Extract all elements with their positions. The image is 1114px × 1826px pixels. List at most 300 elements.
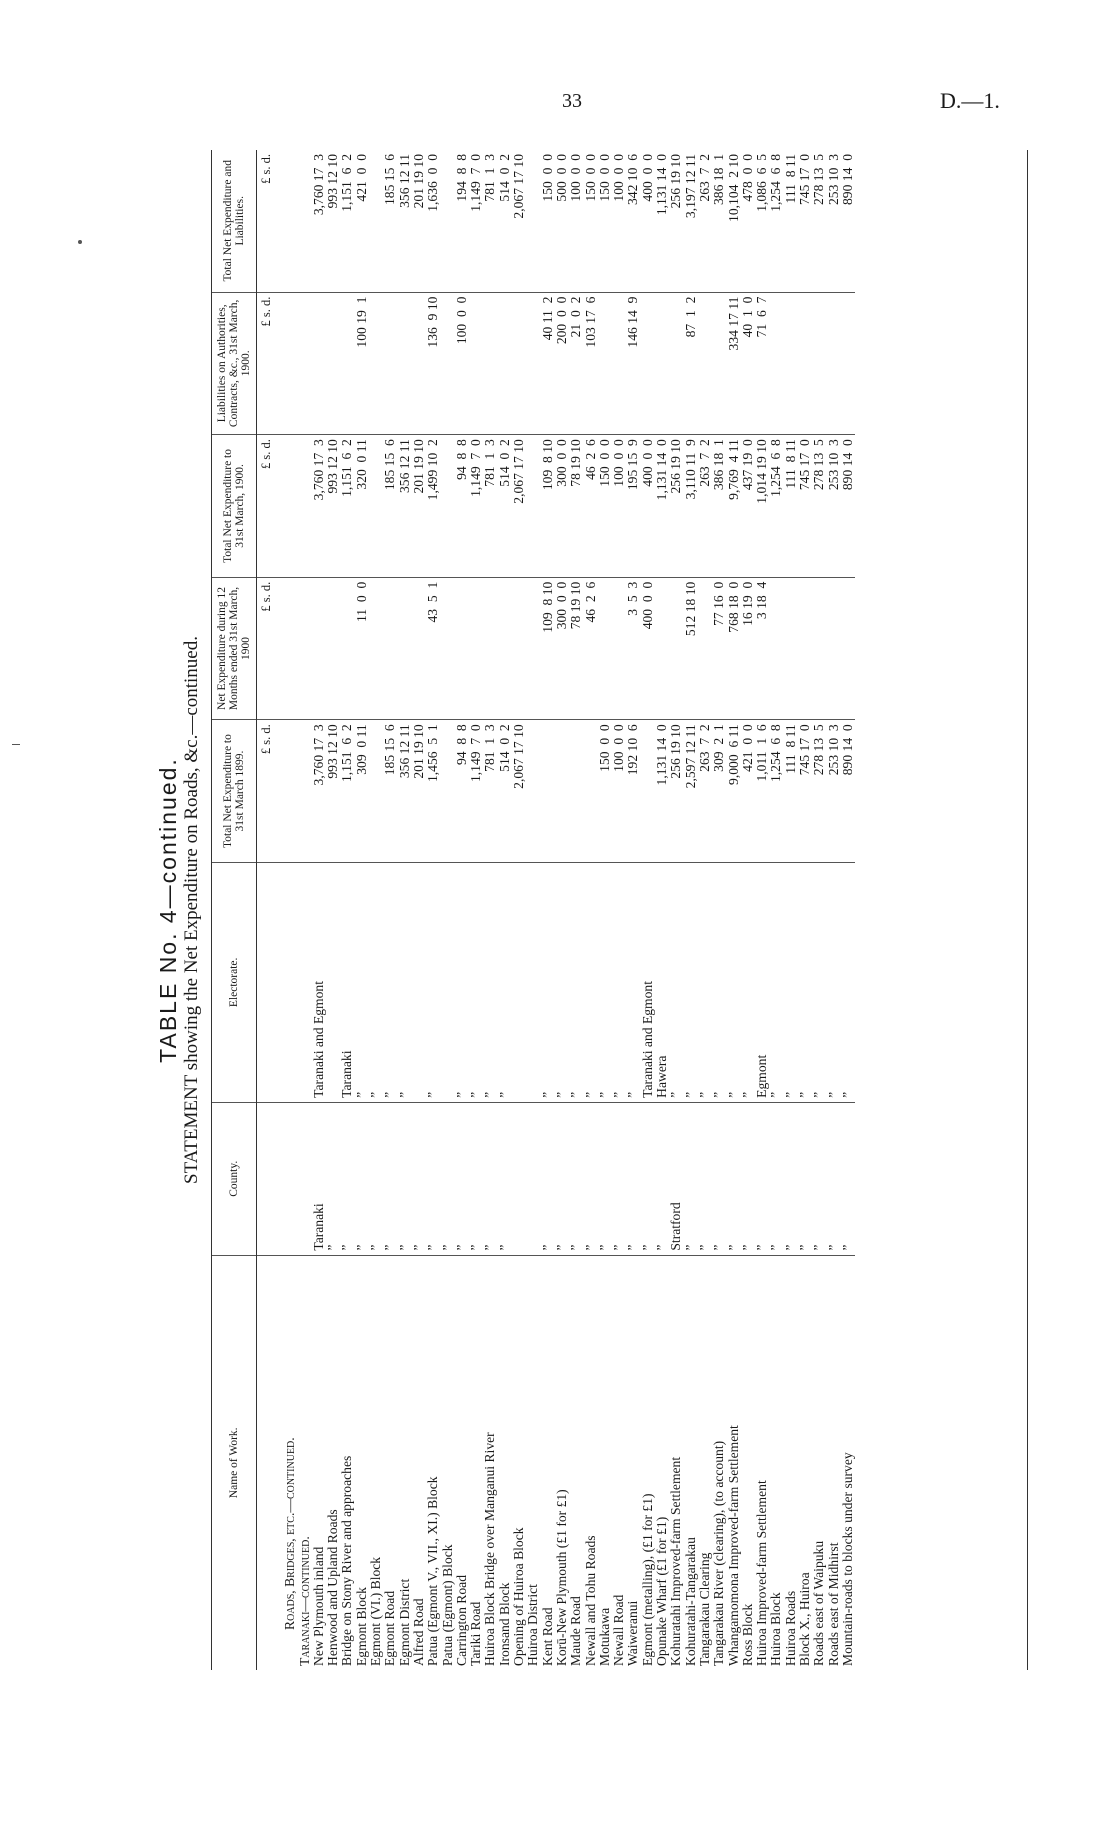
electorate-cell: ” (612, 862, 626, 1102)
electorate-cell (526, 862, 540, 1102)
expenditure-12-months-cell (312, 577, 326, 720)
expenditure-1900-cell: 46 2 6 (584, 435, 598, 578)
electorate-cell: ” (841, 862, 855, 1102)
county-cell (512, 1102, 526, 1255)
expenditure-1899-cell: 993 12 10 (326, 720, 340, 863)
table-row (641, 150, 655, 1670)
expenditure-12-months-cell (369, 577, 383, 720)
expenditure-1899-cell: 111 8 11 (784, 720, 798, 863)
county-cell: ” (355, 1102, 369, 1255)
liabilities-cell: 136 9 10 (426, 292, 440, 435)
county-cell: ” (598, 1102, 612, 1255)
expenditure-1900-cell: 9,769 4 11 (727, 435, 741, 578)
units-label: £ s. d. (257, 150, 278, 292)
expenditure-1899-cell: 201 19 10 (412, 720, 426, 863)
rotated-table-region (155, 150, 1035, 1670)
electorate-cell: ” (483, 862, 497, 1102)
liabilities-cell: 71 6 7 (755, 292, 769, 435)
county-cell: ” (383, 1102, 397, 1255)
electorate-cell: ” (398, 862, 412, 1102)
expenditure-1899-cell: 94 8 8 (455, 720, 469, 863)
expenditure-1899-cell (641, 720, 655, 863)
work-name-cell: Ironsand Block (496, 1582, 512, 1666)
expenditure-1899-cell: 100 0 0 (612, 720, 626, 863)
total-cell (526, 150, 540, 292)
expenditure-1899-cell: 9,000 6 11 (727, 720, 741, 863)
total-cell: 745 17 0 (798, 150, 812, 292)
expenditure-1899-cell: 263 7 2 (698, 720, 712, 863)
total-cell: 3,197 12 11 (684, 150, 698, 292)
county-cell: ” (798, 1102, 812, 1255)
liabilities-cell (483, 292, 497, 435)
liabilities-cell: 146 14 9 (626, 292, 640, 435)
expenditure-12-months-cell: 78 19 10 (569, 577, 583, 720)
liabilities-cell (441, 292, 455, 435)
expenditure-1899-cell: 1,456 5 1 (426, 720, 440, 863)
units-spacer (257, 1255, 278, 1670)
electorate-cell: ” (769, 862, 783, 1102)
county-cell: ” (784, 1102, 798, 1255)
liabilities-cell (669, 292, 683, 435)
units-label: £ s. d. (257, 577, 278, 720)
table-row (798, 150, 812, 1670)
county-cell: ” (712, 1102, 726, 1255)
expenditure-1900-cell: 437 19 0 (741, 435, 755, 578)
expenditure-12-months-cell: 46 2 6 (584, 577, 598, 720)
expenditure-1900-cell: 890 14 0 (841, 435, 855, 578)
liabilities-cell (798, 292, 812, 435)
total-cell: 1,151 6 2 (340, 150, 354, 292)
table-row (426, 150, 440, 1670)
expenditure-1900-cell: 1,499 10 2 (426, 435, 440, 578)
county-cell: ” (569, 1102, 583, 1255)
table-row (712, 150, 726, 1670)
liabilities-cell (712, 292, 726, 435)
work-name-cell: Newall and Tohu Roads (582, 1535, 598, 1666)
county-cell: ” (483, 1102, 497, 1255)
header-row (212, 150, 257, 1670)
margin-dot (78, 240, 82, 244)
total-cell (441, 150, 455, 292)
electorate-cell: ” (698, 862, 712, 1102)
electorate-cell (441, 862, 455, 1102)
expenditure-12-months-cell (655, 577, 669, 720)
table-row (498, 150, 512, 1670)
subsection-heading-row (298, 150, 312, 1670)
table-row (827, 150, 841, 1670)
work-name-cell: Egmont Block (353, 1587, 369, 1666)
expenditure-1900-cell: 400 0 0 (641, 435, 655, 578)
work-name-cell: Carrington Road (453, 1575, 469, 1666)
total-cell: 150 0 0 (541, 150, 555, 292)
electorate-cell: ” (426, 862, 440, 1102)
county-cell: ” (584, 1102, 598, 1255)
electorate-cell: ” (598, 862, 612, 1102)
expenditure-1900-cell: 185 15 6 (383, 435, 397, 578)
table-row (312, 150, 326, 1670)
expenditure-12-months-cell (340, 577, 354, 720)
liabilities-cell (340, 292, 354, 435)
electorate-cell: Taranaki (340, 862, 354, 1102)
electorate-cell: ” (727, 862, 741, 1102)
county-cell: ” (441, 1102, 455, 1255)
total-cell: 1,086 6 5 (755, 150, 769, 292)
expenditure-12-months-cell: 109 8 10 (541, 577, 555, 720)
table-row (684, 150, 698, 1670)
expenditure-1900-cell: 1,014 19 10 (755, 435, 769, 578)
total-cell: 263 7 2 (698, 150, 712, 292)
table-row (755, 150, 769, 1670)
table-row (741, 150, 755, 1670)
expenditure-12-months-cell (483, 577, 497, 720)
table-row (669, 150, 683, 1670)
expenditure-12-months-cell: 768 18 0 (727, 577, 741, 720)
liabilities-cell (698, 292, 712, 435)
expenditure-12-months-cell (455, 577, 469, 720)
expenditure-1900-cell: 300 0 0 (555, 435, 569, 578)
expenditure-1899-cell (441, 720, 455, 863)
units-label: £ s. d. (257, 292, 278, 435)
expenditure-1900-cell: 256 19 10 (669, 435, 683, 578)
work-name-cell: Egmont District (396, 1578, 412, 1666)
margin-tick (12, 744, 20, 745)
liabilities-cell (369, 292, 383, 435)
expenditure-1899-cell: 781 1 3 (483, 720, 497, 863)
work-name-cell: Opunake Wharf (£1 for £1) (654, 1516, 670, 1666)
col-expenditure-1900: Total Net Expenditure to 31st March, 1900. (212, 435, 257, 578)
liabilities-cell (827, 292, 841, 435)
expenditure-12-months-cell (498, 577, 512, 720)
expenditure-1900-cell: 150 0 0 (598, 435, 612, 578)
expenditure-1900-cell: 320 0 11 (355, 435, 369, 578)
expenditure-1899-cell: 890 14 0 (841, 720, 855, 863)
expenditure-12-months-cell (698, 577, 712, 720)
county-cell: ” (641, 1102, 655, 1255)
electorate-cell: ” (712, 862, 726, 1102)
liabilities-cell: 100 19 1 (355, 292, 369, 435)
county-cell (526, 1102, 540, 1255)
county-cell: ” (755, 1102, 769, 1255)
expenditure-12-months-cell: 3 5 3 (626, 577, 640, 720)
expenditure-12-months-cell (769, 577, 783, 720)
expenditure-1899-cell: 309 0 11 (355, 720, 369, 863)
expenditure-1899-cell: 278 13 5 (812, 720, 826, 863)
liabilities-cell: 334 17 11 (727, 292, 741, 435)
electorate-cell (326, 862, 340, 1102)
total-cell: 342 10 6 (626, 150, 640, 292)
total-cell: 2,067 17 10 (512, 150, 526, 292)
total-cell: 201 19 10 (412, 150, 426, 292)
expenditure-1899-cell (555, 720, 569, 863)
county-cell: Taranaki (312, 1102, 326, 1255)
electorate-cell: ” (798, 862, 812, 1102)
expenditure-1900-cell: 263 7 2 (698, 435, 712, 578)
expenditure-1899-cell: 185 15 6 (383, 720, 397, 863)
total-cell: 100 0 0 (569, 150, 583, 292)
county-cell: ” (455, 1102, 469, 1255)
electorate-cell: Hawera (655, 862, 669, 1102)
county-cell: ” (827, 1102, 841, 1255)
electorate-cell: ” (584, 862, 598, 1102)
county-cell: ” (727, 1102, 741, 1255)
expenditure-1900-cell: 1,149 7 0 (469, 435, 483, 578)
liabilities-cell (326, 292, 340, 435)
table-row (469, 150, 483, 1670)
col-liabilities: Liabilities on Authorities, Contracts, &c., 31st March, 1900. (212, 292, 257, 435)
total-cell: 514 0 2 (498, 150, 512, 292)
expenditure-1899-cell: 745 17 0 (798, 720, 812, 863)
electorate-cell: ” (626, 862, 640, 1102)
county-cell: ” (698, 1102, 712, 1255)
expenditure-1899-cell (541, 720, 555, 863)
total-cell: 3,760 17 3 (312, 150, 326, 292)
work-name-cell: Bridge on Stony River and approaches (339, 1455, 355, 1666)
table-row (655, 150, 669, 1670)
liabilities-cell (784, 292, 798, 435)
liabilities-cell: 40 1 0 (741, 292, 755, 435)
total-cell: 150 0 0 (584, 150, 598, 292)
work-name-cell: Whangamomona Improved-farm Settlement (725, 1425, 741, 1666)
liabilities-cell (812, 292, 826, 435)
work-name-cell: Egmont Road (382, 1590, 398, 1666)
expenditure-1899-cell: 150 0 0 (598, 720, 612, 863)
expenditure-1900-cell: 781 1 3 (483, 435, 497, 578)
expenditure-1900-cell: 111 8 11 (784, 435, 798, 578)
work-name-cell: Kohuratahi Improved-farm Settlement (668, 1456, 684, 1666)
table-row (584, 150, 598, 1670)
work-name-cell: Roads east of Waipuku (811, 1540, 827, 1666)
table-row (612, 150, 626, 1670)
table-subtitle: STATEMENT showing the Net Expenditure on Roads, &c.—continued. (181, 636, 202, 1184)
county-cell: ” (426, 1102, 440, 1255)
total-cell: 781 1 3 (483, 150, 497, 292)
county-cell: ” (812, 1102, 826, 1255)
work-name-cell: Block X., Huiroa (796, 1572, 812, 1666)
liabilities-cell (598, 292, 612, 435)
county-cell: ” (555, 1102, 569, 1255)
work-name-cell: Mountain-roads to blocks under survey (839, 1452, 855, 1666)
work-name-cell: Opening of Huiroa Block (511, 1527, 527, 1666)
electorate-cell: ” (741, 862, 755, 1102)
electorate-cell: ” (555, 862, 569, 1102)
liabilities-cell (612, 292, 626, 435)
county-cell: ” (741, 1102, 755, 1255)
table-row (369, 150, 383, 1670)
total-cell: 421 0 0 (355, 150, 369, 292)
table-row (483, 150, 497, 1670)
county-cell: ” (655, 1102, 669, 1255)
expenditure-1899-cell (569, 720, 583, 863)
work-name-cell: Waiweranui (625, 1600, 641, 1666)
expenditure-1900-cell: 201 19 10 (412, 435, 426, 578)
county-cell: ” (612, 1102, 626, 1255)
electorate-cell: ” (498, 862, 512, 1102)
expenditure-1900-cell: 1,151 6 2 (340, 435, 354, 578)
table-row (512, 150, 526, 1670)
liabilities-cell (398, 292, 412, 435)
col-electorate: Electorate. (212, 862, 257, 1102)
expenditure-1900-cell: 745 17 0 (798, 435, 812, 578)
total-cell: 100 0 0 (612, 150, 626, 292)
expenditure-1899-cell: 1,149 7 0 (469, 720, 483, 863)
table-bottom-rule (1027, 150, 1028, 1670)
electorate-cell: ” (355, 862, 369, 1102)
expenditure-1900-cell: 3,760 17 3 (312, 435, 326, 578)
table-row (526, 150, 540, 1670)
electorate-cell: Taranaki and Egmont (641, 862, 655, 1102)
table-row (412, 150, 426, 1670)
total-cell: 1,254 6 8 (769, 150, 783, 292)
liabilities-cell (412, 292, 426, 435)
expenditure-12-months-cell (398, 577, 412, 720)
county-cell: ” (626, 1102, 640, 1255)
units-spacer (257, 1102, 278, 1255)
work-name-cell: Maude Road (568, 1596, 584, 1666)
electorate-cell: ” (784, 862, 798, 1102)
expenditure-12-months-cell (383, 577, 397, 720)
work-name-cell: Tangarakau River (clearing), (to account) (711, 1440, 727, 1666)
expenditure-1900-cell: 1,254 6 8 (769, 435, 783, 578)
expenditure-1899-cell: 256 19 10 (669, 720, 683, 863)
county-cell: Stratford (669, 1102, 683, 1255)
total-cell: 1,131 14 0 (655, 150, 669, 292)
document-reference: D.—1. (940, 88, 1000, 113)
expenditure-12-months-cell (441, 577, 455, 720)
expenditure-1899-cell: 1,254 6 8 (769, 720, 783, 863)
county-cell: ” (541, 1102, 555, 1255)
liabilities-cell (769, 292, 783, 435)
expenditure-12-months-cell: 512 18 10 (684, 577, 698, 720)
expenditure-1899-cell: 2,597 12 11 (684, 720, 698, 863)
table-row (727, 150, 741, 1670)
section-heading-row (277, 150, 297, 1670)
county-cell: ” (326, 1102, 340, 1255)
total-cell: 253 10 3 (827, 150, 841, 292)
total-cell: 278 13 5 (812, 150, 826, 292)
table-row (441, 150, 455, 1670)
expenditure-1899-cell: 3,760 17 3 (312, 720, 326, 863)
expenditure-12-months-cell: 77 16 0 (712, 577, 726, 720)
county-cell: ” (769, 1102, 783, 1255)
electorate-cell (412, 862, 426, 1102)
total-cell: 1,149 7 0 (469, 150, 483, 292)
work-name-cell: Huiroa Improved-farm Settlement (754, 1480, 770, 1666)
work-name-cell: Patua (Egmont) Block (439, 1544, 455, 1666)
expenditure-1900-cell: 2,067 17 10 (512, 435, 526, 578)
work-name-cell: Huiroa Block Bridge over Manganui River (482, 1432, 498, 1666)
expenditure-12-months-cell: 3 18 4 (755, 577, 769, 720)
total-cell: 111 8 11 (784, 150, 798, 292)
expenditure-1900-cell: 1,131 14 0 (655, 435, 669, 578)
expenditure-1899-cell: 309 2 1 (712, 720, 726, 863)
work-name-cell: Newall Road (611, 1594, 627, 1666)
expenditure-12-months-cell (841, 577, 855, 720)
electorate-cell (512, 862, 526, 1102)
expenditure-1899-cell: 253 10 3 (827, 720, 841, 863)
liabilities-cell: 100 0 0 (455, 292, 469, 435)
liabilities-cell (526, 292, 540, 435)
total-cell: 10,104 2 10 (727, 150, 741, 292)
expenditure-1900-cell: 94 8 8 (455, 435, 469, 578)
table-row (398, 150, 412, 1670)
total-cell: 400 0 0 (641, 150, 655, 292)
page-number: 33 (562, 90, 582, 112)
table-row (569, 150, 583, 1670)
expenditure-12-months-cell (784, 577, 798, 720)
county-cell: ” (398, 1102, 412, 1255)
expenditure-1899-cell: 514 0 2 (498, 720, 512, 863)
county-cell: ” (412, 1102, 426, 1255)
expenditure-1899-cell (369, 720, 383, 863)
expenditure-1899-cell: 1,151 6 2 (340, 720, 354, 863)
liabilities-cell: 200 0 0 (555, 292, 569, 435)
expenditure-12-months-cell (326, 577, 340, 720)
expenditure-1900-cell: 100 0 0 (612, 435, 626, 578)
table-row (841, 150, 855, 1670)
work-name-cell: Patua (Egmont V., VII., XI.) Block (425, 1476, 441, 1666)
expenditure-1899-cell: 421 0 0 (741, 720, 755, 863)
work-name-cell: Kohuratahi-Tangarakau (682, 1537, 698, 1666)
electorate-cell: ” (569, 862, 583, 1102)
subsection-heading: Taranaki—continued. (296, 1536, 312, 1666)
work-name-cell: Henwood and Upland Roads (325, 1509, 341, 1666)
expenditure-1900-cell: 195 15 9 (626, 435, 640, 578)
col-expenditure-12-months: Net Expenditure during 12 Months ended 31st March, 1900 (212, 577, 257, 720)
expenditure-12-months-cell: 300 0 0 (555, 577, 569, 720)
total-cell: 256 19 10 (669, 150, 683, 292)
electorate-cell: ” (383, 862, 397, 1102)
expenditure-12-months-cell: 400 0 0 (641, 577, 655, 720)
electorate-cell: ” (812, 862, 826, 1102)
total-cell: 185 15 6 (383, 150, 397, 292)
liabilities-cell (469, 292, 483, 435)
electorate-cell: Taranaki and Egmont (312, 862, 326, 1102)
expenditure-1899-cell: 356 12 11 (398, 720, 412, 863)
table-row (598, 150, 612, 1670)
expenditure-1900-cell: 514 0 2 (498, 435, 512, 578)
county-cell: ” (498, 1102, 512, 1255)
liabilities-cell: 40 11 2 (541, 292, 555, 435)
total-cell: 500 0 0 (555, 150, 569, 292)
work-name-cell: Egmont (VI.) Block (368, 1556, 384, 1666)
expenditure-12-months-cell (412, 577, 426, 720)
table-row (340, 150, 354, 1670)
table-row (698, 150, 712, 1670)
expenditure-1900-cell: 386 18 1 (712, 435, 726, 578)
total-cell (369, 150, 383, 292)
total-cell: 1,636 0 0 (426, 150, 440, 292)
col-expenditure-1899: Total Net Expenditure to 31st March 1899. (212, 720, 257, 863)
expenditure-1899-cell: 192 10 6 (626, 720, 640, 863)
units-spacer (257, 862, 278, 1102)
expenditure-1900-cell: 356 12 11 (398, 435, 412, 578)
total-cell: 993 12 10 (326, 150, 340, 292)
expenditure-1900-cell (369, 435, 383, 578)
table-body (257, 150, 856, 1670)
work-name-cell: Tariki Road (468, 1601, 484, 1666)
total-cell: 478 0 0 (741, 150, 755, 292)
expenditure-12-months-cell: 16 19 0 (741, 577, 755, 720)
table-row (355, 150, 369, 1670)
total-cell: 386 18 1 (712, 150, 726, 292)
work-name-cell: Huiroa Roads (782, 1590, 798, 1666)
expenditure-1899-cell (584, 720, 598, 863)
expenditure-1900-cell: 993 12 10 (326, 435, 340, 578)
work-name-cell: Huiroa Block (768, 1592, 784, 1666)
table-row (812, 150, 826, 1670)
expenditure-1900-cell (441, 435, 455, 578)
county-cell: ” (841, 1102, 855, 1255)
